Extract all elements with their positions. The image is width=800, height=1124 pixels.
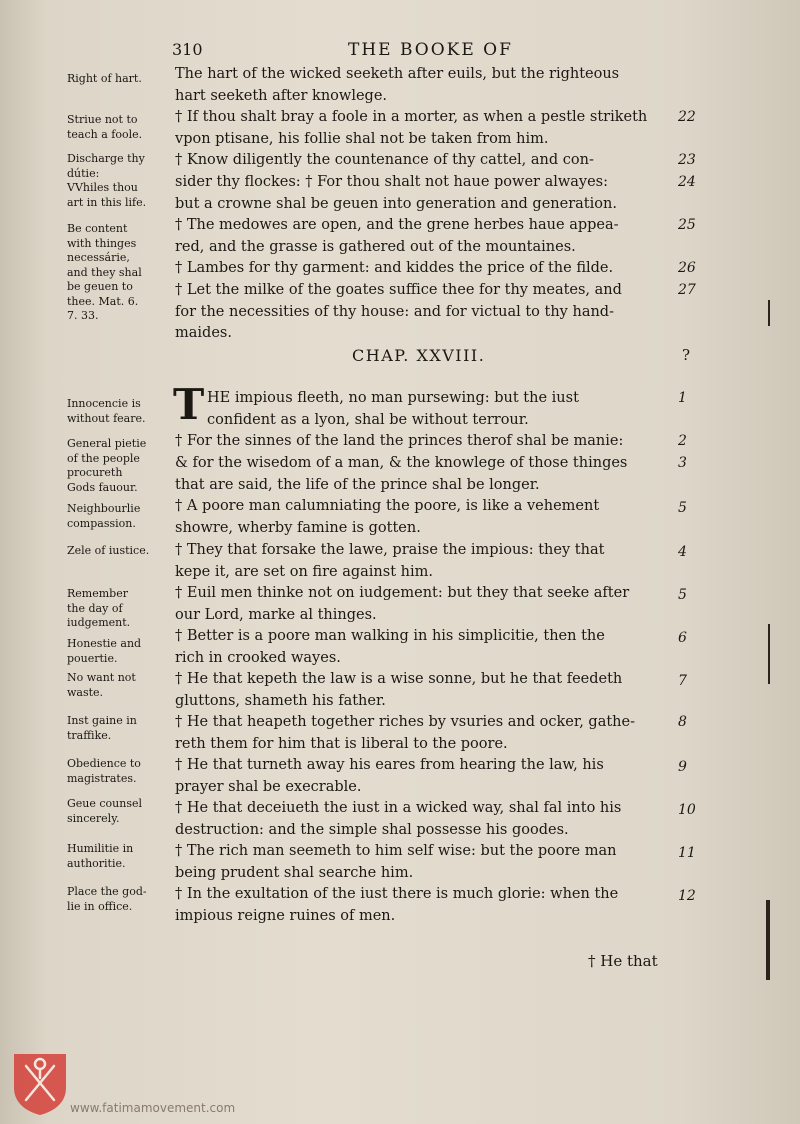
margin-note: Obedience to magistrates. [67,757,141,785]
verse-number: 9 [678,759,687,775]
verse-text: † Let the milke of the goates suffice thee for thy meates, and for the necessities of thy house: and for victual to thy hand- maides. [175,282,622,341]
verse-text: † For the sinnes of the land the princes therof shal be manie: [175,433,624,449]
verse-text: † A poore man calumniating the poore, is like a vehement showre, wherby famine is gotten. [175,498,600,536]
verse-text: † He that kepeth the law is a wise sonne, but he that feedeth gluttons, shameth his father. [175,671,623,709]
verse-text: † In the exultation of the iust there is much glorie: when the impious reigne ruines of men. [175,886,619,924]
verse-text: HE impious fleeth, no man pursewing: but the iust confident as a lyon, shal be without terrour. [207,390,579,428]
verse-number: 10 [678,802,696,818]
margin-note: Striue not to teach a foole. [67,113,143,141]
verse-text: † Lambes for thy garment: and kiddes the price of the filde. [175,260,614,276]
margin-note: Geue counsel sincerely. [67,797,143,825]
margin-note: Place the god- lie in office. [67,885,147,913]
page-edge-mark [768,300,770,326]
margin-note: Right of hart. [67,72,142,85]
verse-text: sider thy flockes: † For thou shalt not haue power alwayes: but a crowne shal be geuen into generation and generation. [175,174,617,212]
drop-cap: T [173,380,205,429]
verse-number: 22 [678,109,696,125]
papal-keys-icon[interactable] [12,1052,68,1116]
chapter-mark: ? [682,346,691,364]
verse-number: 24 [678,174,696,190]
verse-number: 11 [678,845,696,861]
verse-text: † Euil men thinke not on iudgement: but they that seeke after our Lord, marke al thinges. [175,585,630,623]
verse-number: 8 [678,714,687,730]
verse-number: 5 [678,587,687,603]
margin-note: Honestie and pouertie. [67,637,142,665]
verse-number: 12 [678,888,696,904]
page-edge-mark [768,624,770,684]
verse-number: 7 [678,673,687,689]
verse-text: † The medowes are open, and the grene herbes haue appea- red, and the grasse is gathered out of the mountaines. [175,217,619,255]
verse-text: † The rich man seemeth to him self wise: but the poore man being prudent shal searche him. [175,843,617,881]
verse-text: † He that heapeth together riches by vsuries and ocker, gathe- reth them for him that is liberal to the poore. [175,714,635,752]
verse-text: † He that deceiueth the iust in a wicked way, shal fal into his destruction: and the simple shal possesse his goodes. [175,800,622,838]
verse-number: 27 [678,282,696,298]
verse-text: † They that forsake the lawe, praise the impious: they that kepe it, are set on fire against him. [175,542,605,580]
verse-text: † Better is a poore man walking in his simplicitie, then the rich in crooked wayes. [175,628,605,666]
margin-note: Humilitie in authoritie. [67,842,134,870]
margin-note: Neighbourlie compassion. [67,502,141,530]
running-title: THE BOOKE OF [348,40,513,60]
margin-note: General pietie of the people procureth Gods fauour. [67,437,147,494]
margin-note: Discharge thy dútie: VVhiles thou art in this life. [67,152,147,209]
verse-text: The hart of the wicked seeketh after euils, but the righteous hart seeketh after knowlege. [175,66,620,104]
margin-note: Inst gaine in traffike. [67,714,137,742]
verse-number: 5 [678,500,687,516]
running-header [172,40,672,66]
catchword: † He that [588,952,658,970]
verse-number: 4 [678,544,687,560]
footer-url-link[interactable]: www.fatimamovement.com [70,1101,236,1115]
page-edge-mark [766,900,770,980]
margin-note: Remember the day of iudgement. [67,587,131,629]
verse-number: 25 [678,217,696,233]
page-number: 310 [172,40,203,59]
margin-note: No want not waste. [67,671,136,699]
verse-text: † He that turneth away his eares from hearing the law, his prayer shal be execrable. [175,757,604,795]
margin-note: Be content with thinges necessárie, and they shal be geuen to thee. Mat. 6. 7. 33. [67,222,142,322]
verse-number: 2 [678,433,687,449]
verse-text: † If thou shalt bray a foole in a morter, as when a pestle striketh vpon ptisane, his follie shal not be taken from him. [175,109,648,147]
margin-note: Zele of iustice. [67,544,150,557]
verse-text: & for the wisedom of a man, & the knowlege of those thinges that are said, the life of the prince shal be longer. [175,455,628,493]
margin-note: Innocencie is without feare. [67,397,146,425]
verse-number: 23 [678,152,696,168]
verse-number: 3 [678,455,687,471]
verse-number: 1 [678,390,687,406]
chapter-heading: CHAP. XXVIII. [352,346,486,365]
verse-text: † Know diligently the countenance of thy cattel, and con- [175,152,594,168]
verse-number: 26 [678,260,696,276]
verse-number: 6 [678,630,687,646]
